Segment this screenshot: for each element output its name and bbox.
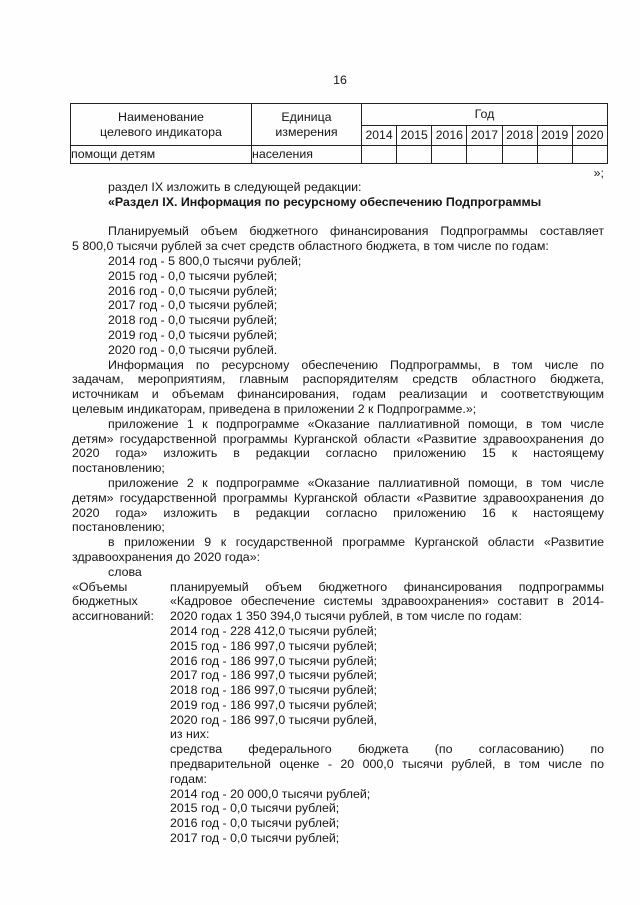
table-header-year-group: Год (362, 104, 608, 126)
allocation-value-line: 2017 год - 186 997,0 тысячи рублей; (170, 668, 378, 683)
body-line: целевым индикаторам, приведена в приложении 2 к Подпрограмме.»; (72, 401, 477, 416)
allocation-value-line: 2020 год - 186 997,0 тысячи рублей, (170, 712, 378, 727)
header-text-line: целевого индикатора (100, 124, 222, 139)
body-line: здравоохранения до 2020 года»: (72, 549, 261, 564)
header-text-line: измерения (275, 124, 338, 139)
allocation-value-line: средства федерального бюджета (по согласованию) по (170, 742, 604, 757)
allocation-value-line: 2020 годах 1 350 394,0 тысячи рублей, в том числе по годам: (170, 609, 522, 624)
allocation-value-line: 2014 год - 228 412,0 тысячи рублей; (170, 623, 378, 638)
body-line: раздел IX изложить в следующей редакции: (108, 180, 362, 194)
allocation-value-line: «Кадровое обеспечение системы здравоохранения» составит в 2014- (170, 594, 604, 609)
body-line: 2016 год - 0,0 тысячи рублей; (108, 283, 278, 298)
table-cell-unit: населения (252, 146, 362, 164)
table-header-year: 2020 (572, 126, 607, 146)
body-line: детям» государственной программы Курганской области «Развитие здравоохранения до (72, 431, 604, 446)
body-line: задачам, мероприятиям, главным распорядителям средств областного бюджета, (72, 372, 604, 387)
table-cell-year-value (572, 146, 607, 164)
body-line: источникам и объемам финансирования, годам реализации и соответствующим (72, 387, 604, 402)
document-body (72, 180, 604, 846)
table-header-indicator-name (71, 104, 252, 146)
allocation-label-line: ассигнований: (72, 609, 154, 624)
allocation-value-line: планируемый объем бюджетного финансирования подпрограммы (170, 579, 604, 594)
body-line: Планируемый объем бюджетного финансирования Подпрограммы составляет (108, 224, 604, 239)
body-line: Информация по ресурсному обеспечению Подпрограммы, в том числе по (108, 357, 604, 372)
table-closing-quote: »; (593, 166, 604, 180)
body-line: в приложении 9 к государственной программе Курганской области «Развитие (108, 535, 604, 550)
allocation-value-line: 2016 год - 0,0 тысячи рублей; (170, 816, 340, 831)
body-line: постановлению; (72, 520, 165, 535)
body-line: приложение 1 к подпрограмме «Оказание паллиативной помощи, в том числе (108, 416, 604, 431)
allocation-value-line: 2019 год - 186 997,0 тысячи рублей; (170, 697, 378, 712)
blank-line (72, 210, 604, 225)
indicator-table-body (71, 104, 608, 164)
body-line: 2014 год - 5 800,0 тысячи рублей; (108, 253, 302, 268)
allocation-value-line: 2018 год - 186 997,0 тысячи рублей; (170, 683, 378, 698)
body-line: слова (108, 564, 142, 579)
section-heading: «Раздел IX. Информация по ресурсному обеспечению Подпрограммы (108, 194, 542, 209)
table-header-year: 2015 (397, 126, 432, 146)
body-line: 2015 год - 0,0 тысячи рублей; (108, 268, 278, 283)
allocation-label (72, 580, 170, 846)
body-line: детям» государственной программы Курганской области «Развитие здравоохранения до (72, 490, 604, 505)
table-header-year: 2017 (467, 126, 502, 146)
body-line: постановлению; (72, 461, 165, 476)
allocation-value-line: 2014 год - 20 000,0 тысячи рублей; (170, 786, 371, 801)
indicator-table (70, 103, 608, 164)
body-line: 2020 года» изложить в редакции согласно приложению 16 к настоящему (72, 505, 604, 520)
table-cell-year-value (432, 146, 467, 164)
body-line: 2020 год - 0,0 тысячи рублей. (108, 342, 278, 357)
body-line: 2018 год - 0,0 тысячи рублей; (108, 313, 278, 328)
table-cell-year-value (397, 146, 432, 164)
header-text-line: Единица (281, 109, 332, 124)
table-cell-year-value (467, 146, 502, 164)
allocation-value-line: из них: (170, 727, 210, 742)
table-cell-indicator-name: помощи детям (71, 146, 252, 164)
table-cell-year-value (502, 146, 537, 164)
allocation-block (72, 580, 604, 846)
table-header-year: 2019 (537, 126, 572, 146)
body-line: 5 800,0 тысячи рублей за счет средств областного бюджета, в том числе по годам: (72, 239, 549, 254)
page-number: 16 (333, 73, 347, 87)
allocation-value (170, 580, 604, 846)
body-line: приложение 2 к подпрограмме «Оказание паллиативной помощи, в том числе (108, 475, 604, 490)
allocation-value-line: годам: (170, 771, 207, 786)
allocation-value-line: предварительной оценке - 20 000,0 тысячи рублей, в том числе по (170, 757, 604, 772)
table-header-row (71, 104, 608, 126)
allocation-value-line: 2015 год - 186 997,0 тысячи рублей; (170, 638, 378, 653)
allocation-value-line: 2017 год - 0,0 тысячи рублей; (170, 831, 340, 846)
body-line: 2017 год - 0,0 тысячи рублей; (108, 298, 278, 313)
header-text-line: Наименование (118, 109, 204, 124)
body-line: 2019 год - 0,0 тысячи рублей; (108, 327, 278, 342)
allocation-label-line: бюджетных (72, 594, 138, 609)
table-cell-year-value (537, 146, 572, 164)
allocation-label-line: «Объемы (72, 579, 128, 594)
table-header-year: 2014 (362, 126, 397, 146)
table-cell-year-value (362, 146, 397, 164)
table-header-unit (252, 104, 362, 146)
allocation-value-line: 2016 год - 186 997,0 тысячи рублей; (170, 653, 378, 668)
body-line: 2020 года» изложить в редакции согласно приложению 15 к настоящему (72, 446, 604, 461)
table-header-year: 2016 (432, 126, 467, 146)
table-row (71, 146, 608, 164)
table-header-year: 2018 (502, 126, 537, 146)
allocation-value-line: 2015 год - 0,0 тысячи рублей; (170, 801, 340, 816)
